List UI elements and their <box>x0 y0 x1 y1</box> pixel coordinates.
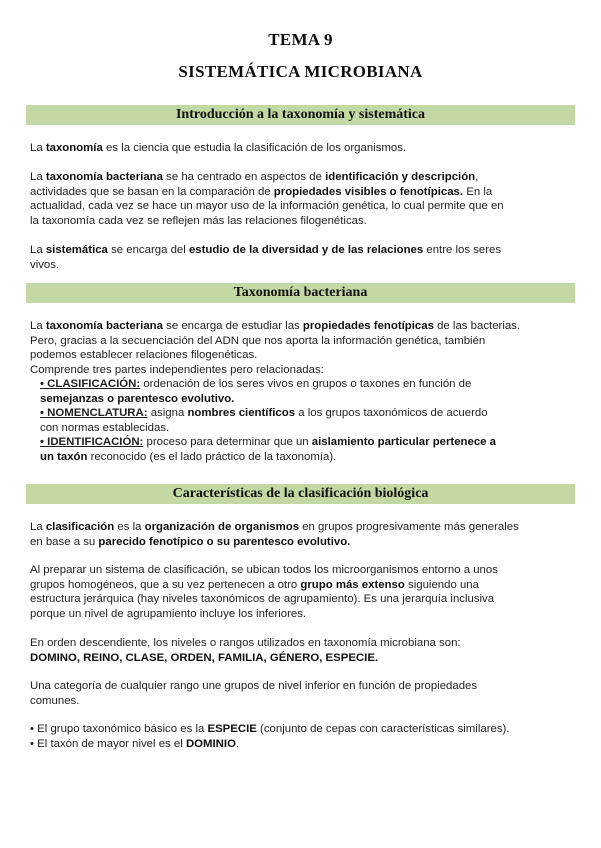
paragraph-taxonomy-definition: La taxonomía es la ciencia que estudia la clasificación de los organismos. <box>30 142 407 154</box>
paragraph-bacterial-taxonomy-study: La taxonomía bacteriana se encarga de estudiar las propiedades fenotípicas de las bacterias. Pero, gracias a la secuenciación del ADN que nos aporta la información genética, también podemos establecer relaciones filogenéticas. Comprende tres partes independientes pero relacionadas: • CLASIFICACIÓN: ordenación de los seres vivos en grupos o taxones en función de semejanzas o parentesco evolutivo. • NOMENCLATURA: asigna nombres científicos a los grupos taxonómicos de acuerdo con normas establecidas. • IDENTIFICACIÓN: proceso para determinar que un aislamiento particular pertenece a un taxón reconocido (es el lado práctico de la taxonomía). <box>30 319 575 464</box>
paragraph-systematics: La sistemática se encarga del estudio de la diversidad y de las relaciones entre los seres vivos. <box>30 244 502 271</box>
paragraph-category: Una categoría de cualquier rango une grupos de nivel inferior en función de propiedades comunes. <box>30 680 478 707</box>
section-heading-intro: Introducción a la taxonomía y sistemática <box>26 105 575 125</box>
section-heading-classification: Características de la clasificación biológica <box>26 484 575 504</box>
paragraph-classification-definition: La clasificación es la organización de organismos en grupos progresivamente más generales en base a su parecido fenotípico o su parentesco evolutivo. <box>30 521 519 548</box>
paragraph-species-domain: • El grupo taxonómico básico es la ESPECIE (conjunto de cepas con características similares). • El taxón de mayor nivel es el DOMINIO. <box>30 723 510 750</box>
list-item-classification: • CLASIFICACIÓN: ordenación de los seres vivos en grupos o taxones en función de <box>40 378 472 390</box>
section-heading-bacterial-taxonomy: Taxonomía bacteriana <box>26 283 575 303</box>
document-title: SISTEMÁTICA MICROBIANA <box>178 62 423 81</box>
list-item-nomenclature: • NOMENCLATURA: asigna nombres científicos a los grupos taxonómicos de acuerdo <box>40 407 488 419</box>
topic-number: TEMA 9 <box>268 30 333 49</box>
paragraph-taxonomic-ranks: En orden descendiente, los niveles o rangos utilizados en taxonomía microbiana son: DOMINO, REINO, CLASE, ORDEN, FAMILIA, GÉNERO, ESPECIE. <box>30 637 461 664</box>
list-item-identification: • IDENTIFICACIÓN: proceso para determinar que un aislamiento particular pertenece a <box>40 436 497 448</box>
paragraph-bacterial-taxonomy: La taxonomía bacteriana se ha centrado en aspectos de identificación y descripción, actividades que se basan en la comparación de propiedades visibles o fenotípicas. En la actualidad, cada vez se hace un mayor uso de la información genética, lo cual permite que en la taxonomía cada vez se reflejen más las relaciones filogenéticas. <box>30 171 504 227</box>
paragraph-classification-system: Al preparar un sistema de clasificación, se ubican todos los microorganismos entorno a unos grupos homogéneos, que a su vez pertenecen a otro grupo más extenso siguiendo una estructura jerárquica (hay niveles taxonómicos de agrupamiento). Es una jerarquía inclusiva porque un nivel de agrupamiento incluye los inferiores. <box>30 564 498 620</box>
